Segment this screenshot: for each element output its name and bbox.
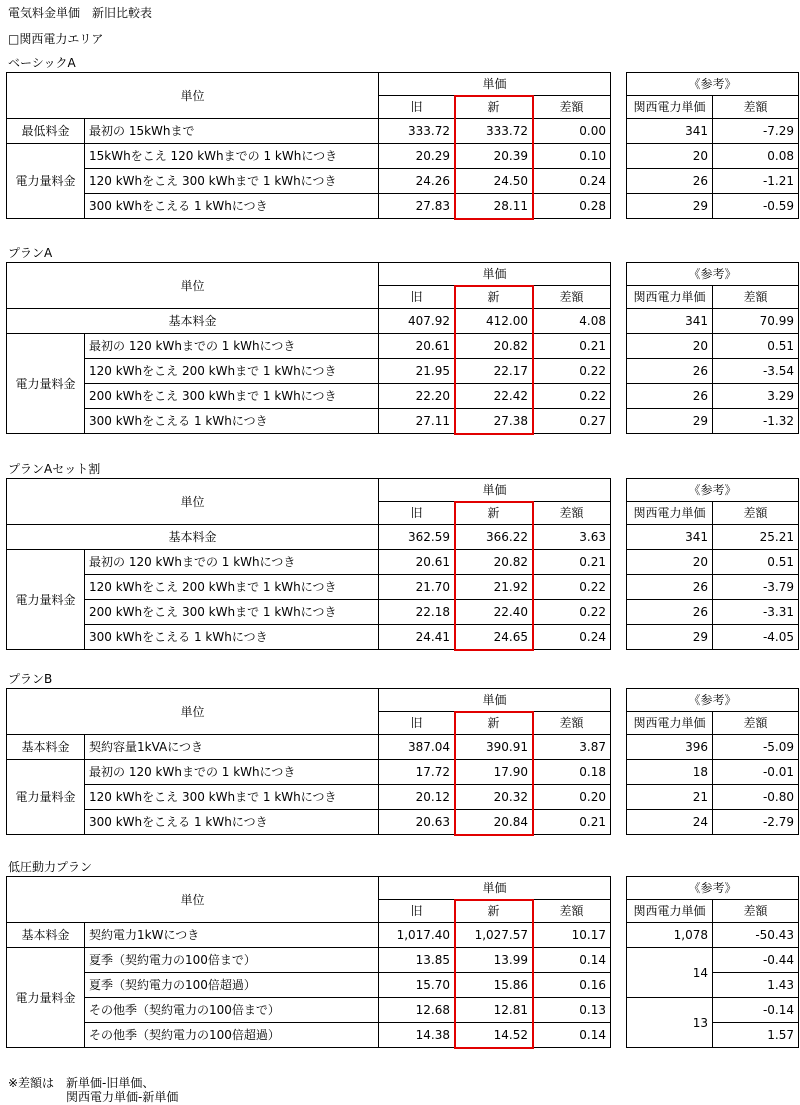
section-title: プランA [8,246,53,260]
new-value: 390.91 [455,735,533,760]
old-value: 362.59 [379,525,455,550]
ref-diff-header: 差額 [713,96,799,119]
unit-header: 単位 [7,73,379,119]
old-value: 24.41 [379,625,455,650]
table-row [7,144,611,169]
category-cell: 電力量料金 [7,948,85,1048]
kepco-price-value: 396 [627,735,713,760]
unit-header: 単位 [7,479,379,525]
old-header: 旧 [379,712,455,735]
diff-header: 差額 [533,900,611,923]
diff-value: 0.22 [533,359,611,384]
category-cell: 基本料金 [7,735,85,760]
new-value: 24.50 [455,169,533,194]
section-2 [0,460,800,680]
new-value: 28.11 [455,194,533,219]
old-value: 22.18 [379,600,455,625]
diff-header: 差額 [533,712,611,735]
unit-cell: 120 kWhをこえ 200 kWhまで 1 kWhにつき [85,575,379,600]
old-value: 15.70 [379,973,455,998]
ref-diff-value: 0.08 [713,144,799,169]
kepco-price-value: 13 [627,998,713,1048]
new-value: 21.92 [455,575,533,600]
diff-value: 0.00 [533,119,611,144]
new-value: 22.17 [455,359,533,384]
diff-header: 差額 [533,286,611,309]
diff-value: 4.08 [533,309,611,334]
ref-diff-header: 差額 [713,900,799,923]
table-row [7,119,611,144]
category-cell: 最低料金 [7,119,85,144]
ref-diff-value: 1.43 [713,973,799,998]
table-row [627,575,799,600]
new-value: 20.82 [455,334,533,359]
reference-table [626,72,799,219]
table-row [7,600,611,625]
old-value: 21.70 [379,575,455,600]
ref-diff-value: -2.79 [713,810,799,835]
table-row [627,550,799,575]
diff-value: 3.87 [533,735,611,760]
ref-diff-value: -3.79 [713,575,799,600]
ref-diff-value: -0.80 [713,785,799,810]
table-row [627,169,799,194]
table-row [627,144,799,169]
table-row [7,625,611,650]
section-title: プランAセット割 [8,462,101,476]
unit-cell: 最初の 120 kWhまでの 1 kWhにつき [85,760,379,785]
footnote-line1: ※差額は 新単価-旧単価、 [8,1076,155,1090]
ref-diff-value: -1.21 [713,169,799,194]
old-value: 20.61 [379,334,455,359]
table-row [627,525,799,550]
table-row [7,785,611,810]
unit-cell: その他季（契約電力の100倍超過） [85,1023,379,1048]
reference-header: 《参考》 [627,877,799,900]
old-value: 12.68 [379,998,455,1023]
section-title: 低圧動力プラン [8,860,93,874]
ref-diff-value: 1.57 [713,1023,799,1048]
old-value: 1,017.40 [379,923,455,948]
old-value: 20.29 [379,144,455,169]
old-value: 27.11 [379,409,455,434]
unit-cell: 最初の 15kWhまで [85,119,379,144]
new-value: 24.65 [455,625,533,650]
ref-diff-value: -0.44 [713,948,799,973]
ref-diff-value: 0.51 [713,550,799,575]
new-value: 27.38 [455,409,533,434]
price-table [6,876,611,1048]
new-value: 22.40 [455,600,533,625]
diff-value: 0.20 [533,785,611,810]
old-header: 旧 [379,502,455,525]
kepco-price-value: 341 [627,119,713,144]
reference-table [626,876,799,1048]
diff-header: 差額 [533,96,611,119]
reference-header: 《参考》 [627,479,799,502]
table-row [627,760,799,785]
new-header: 新 [455,96,533,119]
category-cell: 電力量料金 [7,760,85,835]
diff-value: 0.18 [533,760,611,785]
ref-diff-value: -3.54 [713,359,799,384]
table-row [7,1023,611,1048]
table-row [7,923,611,948]
reference-header: 《参考》 [627,263,799,286]
diff-value: 0.10 [533,144,611,169]
unit-cell: 300 kWhをこえる 1 kWhにつき [85,194,379,219]
table-row [7,575,611,600]
section-title: ベーシックA [8,56,76,70]
new-value: 20.39 [455,144,533,169]
reference-table [626,262,799,434]
new-value: 22.42 [455,384,533,409]
kepco-price-value: 29 [627,194,713,219]
table-row [7,998,611,1023]
unit-cell: 夏季（契約電力の100倍超過） [85,973,379,998]
table-row [7,334,611,359]
kepco-price-value: 26 [627,169,713,194]
ref-diff-value: 25.21 [713,525,799,550]
table-row [627,309,799,334]
table-row [7,309,611,334]
kepco-price-header: 関西電力単価 [627,900,713,923]
section-4 [0,858,800,1078]
reference-table [626,478,799,650]
old-header: 旧 [379,900,455,923]
diff-value: 0.22 [533,384,611,409]
new-value: 20.82 [455,550,533,575]
ref-diff-value: -5.09 [713,735,799,760]
unit-cell: 最初の 120 kWhまでの 1 kWhにつき [85,334,379,359]
new-header: 新 [455,502,533,525]
table-row [627,409,799,434]
new-value: 333.72 [455,119,533,144]
reference-header: 《参考》 [627,689,799,712]
kepco-price-value: 29 [627,625,713,650]
unit-header: 単位 [7,877,379,923]
category-cell: 基本料金 [7,309,379,334]
ref-diff-value: -7.29 [713,119,799,144]
ref-diff-header: 差額 [713,286,799,309]
kepco-price-value: 26 [627,575,713,600]
diff-value: 10.17 [533,923,611,948]
table-row [627,735,799,760]
price-header: 単価 [379,877,611,900]
area-label: □関西電力エリア [8,32,104,46]
category-cell: 電力量料金 [7,550,85,650]
unit-cell: 300 kWhをこえる 1 kWhにつき [85,409,379,434]
ref-diff-value: -1.32 [713,409,799,434]
ref-diff-value: -0.01 [713,760,799,785]
kepco-price-value: 341 [627,525,713,550]
ref-diff-value: 3.29 [713,384,799,409]
section-0 [0,54,800,274]
ref-diff-value: -50.43 [713,923,799,948]
table-row [7,948,611,973]
diff-value: 0.13 [533,998,611,1023]
diff-value: 0.14 [533,948,611,973]
unit-cell: 200 kWhをこえ 300 kWhまで 1 kWhにつき [85,600,379,625]
price-table [6,72,611,219]
price-header: 単価 [379,689,611,712]
unit-header: 単位 [7,263,379,309]
new-value: 20.84 [455,810,533,835]
unit-cell: 300 kWhをこえる 1 kWhにつき [85,625,379,650]
footnote-line2: 関西電力単価-新単価 [66,1090,179,1104]
unit-header: 単位 [7,689,379,735]
old-value: 387.04 [379,735,455,760]
table-row [7,409,611,434]
kepco-price-value: 18 [627,760,713,785]
new-value: 14.52 [455,1023,533,1048]
old-value: 22.20 [379,384,455,409]
category-cell: 基本料金 [7,525,379,550]
unit-cell: 契約容量1kVAにつき [85,735,379,760]
old-value: 20.61 [379,550,455,575]
price-table [6,688,611,835]
section-3 [0,670,800,890]
reference-table [626,688,799,835]
kepco-price-header: 関西電力単価 [627,286,713,309]
old-value: 21.95 [379,359,455,384]
section-title: プランB [8,672,53,686]
reference-header: 《参考》 [627,73,799,96]
old-header: 旧 [379,96,455,119]
diff-value: 0.22 [533,600,611,625]
new-value: 12.81 [455,998,533,1023]
unit-cell: 120 kWhをこえ 200 kWhまで 1 kWhにつき [85,359,379,384]
kepco-price-value: 24 [627,810,713,835]
ref-diff-value: -0.14 [713,998,799,1023]
kepco-price-value: 20 [627,550,713,575]
diff-value: 0.24 [533,169,611,194]
section-1 [0,244,800,464]
table-row [627,923,799,948]
table-row [7,760,611,785]
old-value: 17.72 [379,760,455,785]
diff-header: 差額 [533,502,611,525]
new-header: 新 [455,900,533,923]
table-row [627,810,799,835]
diff-value: 0.21 [533,810,611,835]
old-value: 407.92 [379,309,455,334]
old-value: 20.12 [379,785,455,810]
unit-cell: その他季（契約電力の100倍まで） [85,998,379,1023]
table-row [7,169,611,194]
new-header: 新 [455,286,533,309]
kepco-price-value: 1,078 [627,923,713,948]
table-row [7,525,611,550]
kepco-price-value: 20 [627,144,713,169]
unit-cell: 15kWhをこえ 120 kWhまでの 1 kWhにつき [85,144,379,169]
ref-diff-value: 0.51 [713,334,799,359]
table-row [627,998,799,1023]
new-header: 新 [455,712,533,735]
price-header: 単価 [379,479,611,502]
kepco-price-value: 341 [627,309,713,334]
table-row [627,194,799,219]
old-header: 旧 [379,286,455,309]
table-row [7,810,611,835]
new-value: 20.32 [455,785,533,810]
diff-value: 0.24 [533,625,611,650]
price-table [6,262,611,434]
unit-cell: 200 kWhをこえ 300 kWhまで 1 kWhにつき [85,384,379,409]
diff-value: 0.14 [533,1023,611,1048]
new-value: 17.90 [455,760,533,785]
table-row [7,735,611,760]
diff-value: 0.21 [533,550,611,575]
diff-value: 3.63 [533,525,611,550]
table-row [627,600,799,625]
kepco-price-value: 26 [627,384,713,409]
diff-value: 0.22 [533,575,611,600]
category-cell: 電力量料金 [7,334,85,434]
ref-diff-value: 70.99 [713,309,799,334]
category-cell: 基本料金 [7,923,85,948]
unit-cell: 120 kWhをこえ 300 kWhまで 1 kWhにつき [85,785,379,810]
table-row [627,359,799,384]
table-row [627,384,799,409]
old-value: 333.72 [379,119,455,144]
unit-cell: 契約電力1kWにつき [85,923,379,948]
table-row [7,359,611,384]
unit-cell: 120 kWhをこえ 300 kWhまで 1 kWhにつき [85,169,379,194]
page-title: 電気料金単価 新旧比較表 [8,6,153,20]
ref-diff-value: -3.31 [713,600,799,625]
table-row [7,973,611,998]
diff-value: 0.27 [533,409,611,434]
kepco-price-header: 関西電力単価 [627,96,713,119]
table-row [627,119,799,144]
ref-diff-header: 差額 [713,712,799,735]
ref-diff-value: -0.59 [713,194,799,219]
new-value: 15.86 [455,973,533,998]
old-value: 14.38 [379,1023,455,1048]
ref-diff-header: 差額 [713,502,799,525]
ref-diff-value: -4.05 [713,625,799,650]
kepco-price-value: 20 [627,334,713,359]
kepco-price-value: 26 [627,359,713,384]
table-row [7,194,611,219]
kepco-price-header: 関西電力単価 [627,502,713,525]
category-cell: 電力量料金 [7,144,85,219]
diff-value: 0.28 [533,194,611,219]
old-value: 13.85 [379,948,455,973]
table-row [7,384,611,409]
kepco-price-header: 関西電力単価 [627,712,713,735]
diff-value: 0.16 [533,973,611,998]
unit-cell: 300 kWhをこえる 1 kWhにつき [85,810,379,835]
price-table [6,478,611,650]
kepco-price-value: 14 [627,948,713,998]
table-row [627,334,799,359]
kepco-price-value: 29 [627,409,713,434]
old-value: 20.63 [379,810,455,835]
table-row [7,550,611,575]
kepco-price-value: 26 [627,600,713,625]
new-value: 13.99 [455,948,533,973]
old-value: 27.83 [379,194,455,219]
new-value: 412.00 [455,309,533,334]
old-value: 24.26 [379,169,455,194]
new-value: 1,027.57 [455,923,533,948]
unit-cell: 夏季（契約電力の100倍まで） [85,948,379,973]
unit-cell: 最初の 120 kWhまでの 1 kWhにつき [85,550,379,575]
price-header: 単価 [379,263,611,286]
price-header: 単価 [379,73,611,96]
table-row [627,785,799,810]
kepco-price-value: 21 [627,785,713,810]
table-row [627,625,799,650]
diff-value: 0.21 [533,334,611,359]
table-row [627,948,799,973]
new-value: 366.22 [455,525,533,550]
